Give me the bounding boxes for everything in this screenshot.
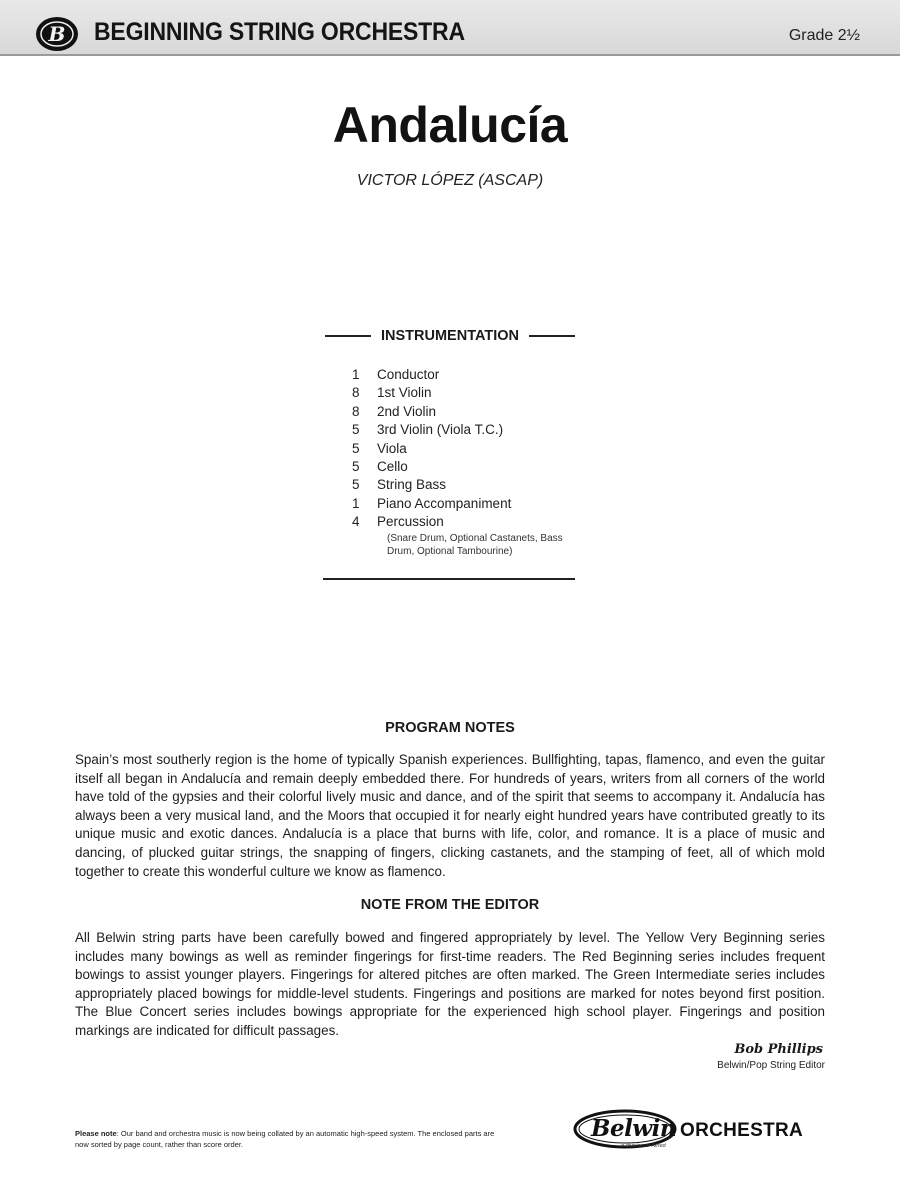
instrument-row	[352, 495, 612, 513]
instrument-name: Cello	[377, 459, 408, 475]
instrument-row	[352, 476, 612, 494]
instrument-name: Conductor	[377, 367, 440, 382]
instrument-quantity: 8	[352, 403, 360, 419]
instrument-quantity: 4	[352, 514, 360, 530]
composer-credit: VICTOR LÓPEZ (ASCAP)	[356, 172, 544, 189]
instrumentation-list	[352, 366, 612, 559]
instrument-name: Piano Accompaniment	[377, 495, 512, 511]
orchestra-wordmark: ORCHESTRA	[680, 1120, 804, 1141]
grade-level: Grade 2½	[788, 27, 860, 44]
instrument-quantity: 5	[352, 477, 360, 493]
collation-note-label: Please note	[75, 1129, 117, 1138]
instrument-name: 2nd Violin	[377, 403, 437, 419]
series-header-band	[0, 0, 900, 56]
program-notes-heading: PROGRAM NOTES	[385, 720, 515, 736]
belwin-orchestra-logo	[573, 1108, 828, 1158]
instrument-quantity: 1	[352, 367, 360, 382]
belwin-wordmark: Belwin	[591, 1115, 677, 1142]
instrument-row	[352, 384, 612, 402]
instrument-row	[352, 458, 612, 476]
instrument-name: String Bass	[377, 477, 447, 493]
collation-note	[75, 1128, 505, 1150]
logo-letter: B	[48, 22, 66, 46]
editor-note-text: All Belwin string parts have been carefully bowed and fingered appropriately by level. The Yellow Very Beginning series includes many bowings as well as reminder fingerings for first-time readers. The Red Beginning series includes frequent bowings to assist younger players. Fingerings for altered pitches are often marked. The Green Intermediate series includes appropriately placed bowings for middle-level students. Fingerings and positions are marked for notes beyond first position. The Blue Concert series includes bowings appropriate for the experienced high school player. Fingerings and position markings are indicated for difficult passages.	[75, 930, 825, 1038]
instrument-name: Viola	[377, 440, 407, 456]
belwin-b-logo-icon	[34, 14, 80, 54]
alfred-tagline: a division of Alfred	[621, 1143, 666, 1149]
instrument-quantity: 8	[352, 385, 360, 401]
instrument-name: 1st Violin	[377, 385, 432, 401]
editor-note-heading: NOTE FROM THE EDITOR	[360, 897, 540, 913]
instrument-quantity: 5	[352, 440, 360, 456]
series-title: BEGINNING STRING ORCHESTRA	[94, 18, 465, 46]
piece-title: Andalucía	[332, 97, 568, 153]
instrumentation-heading-row	[325, 328, 575, 344]
instrumentation-bottom-rule	[323, 578, 575, 580]
instrument-row	[352, 440, 612, 458]
instrument-row	[352, 421, 612, 439]
instrumentation-heading: INSTRUMENTATION	[381, 328, 520, 344]
heading-rule-right	[529, 335, 575, 337]
instrument-row	[352, 403, 612, 421]
instrument-name: 3rd Violin (Viola T.C.)	[377, 422, 504, 438]
collation-note-text: : Our band and orchestra music is now being collated by an automatic high-speed system. The enclosed parts are now sorted by page count, rather than score order.	[75, 1129, 495, 1149]
instrument-row	[352, 513, 612, 531]
instrument-quantity: 5	[352, 459, 360, 475]
instrument-quantity: 1	[352, 495, 360, 511]
percussion-detail: (Snare Drum, Optional Castanets, Bass Drum, Optional Tambourine)	[387, 532, 563, 558]
instrument-quantity: 5	[352, 422, 360, 438]
instrument-row	[352, 366, 612, 384]
editor-role: Belwin/Pop String Editor	[717, 1060, 825, 1071]
editor-signature: Bob Phillips	[734, 1042, 823, 1057]
heading-rule-left	[325, 335, 371, 337]
instrument-name: Percussion	[377, 514, 444, 530]
program-notes-text: Spain’s most southerly region is the home of typically Spanish experiences. Bullfighting, tapas, flamenco, and even the guitar itself all began in Andalucía and remain deeply embedded there. For hundreds of years, writers from all corners of the world have told of the gypsies and their colorful lively music and dance, and of the spirit that seems to accompany it. Andalucía has always been a very musical land, and the Moors that occupied it for nearly eight hundred years have contributed greatly to its unique music and exotic dances. Andalucía is a place that burns with life, color, and romance. It is a place of music and dancing, of plucked guitar strings, the snapping of fingers, clicking castanets, and the stamping of feet, all of which mold together to create this wonderful culture we know as flamenco.	[75, 752, 825, 879]
